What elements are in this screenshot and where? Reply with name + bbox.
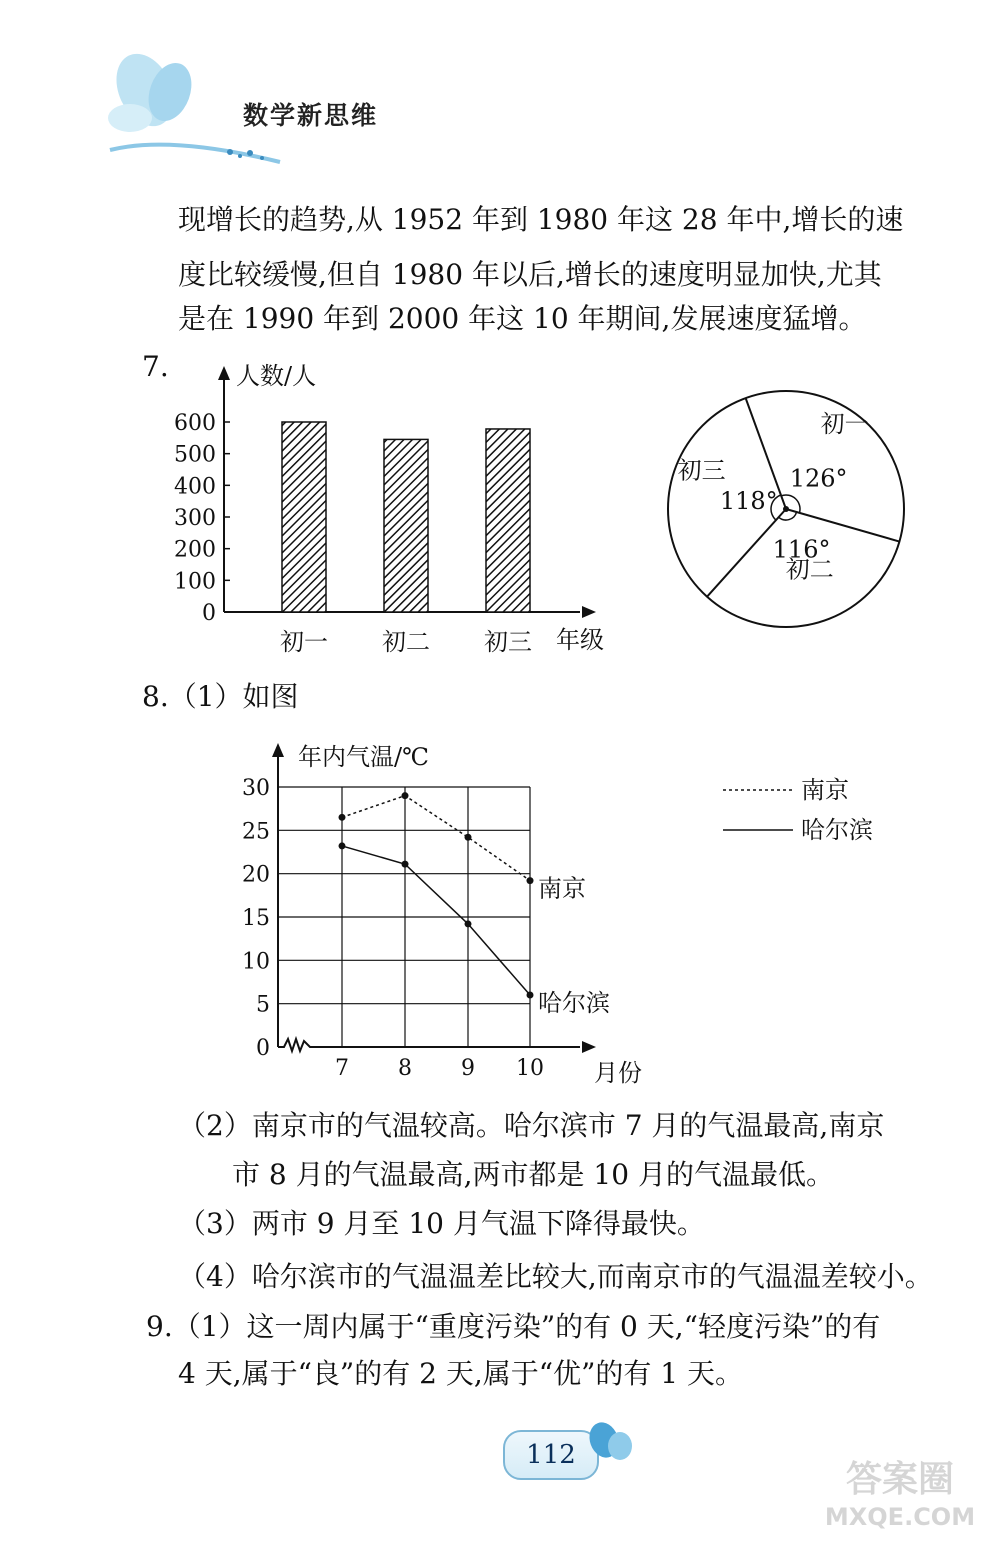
line-chart (230, 735, 670, 1095)
bar-category-label: 初三 (484, 628, 532, 656)
pie-slice-label-3: 初三 (677, 456, 726, 485)
line-point (339, 842, 346, 849)
bar-y-tick-label: 0 (202, 601, 216, 626)
bar-1 (282, 422, 326, 612)
line-y-tick-label: 25 (242, 819, 270, 845)
pie-chart (660, 385, 920, 635)
watermark-top: 答案圈 (845, 1459, 954, 1500)
legend-label-nanjing: 南京 (801, 776, 849, 804)
line-y-tick-label: 5 (256, 992, 270, 1018)
line-y-tick-label: 10 (242, 949, 270, 975)
line-y-label: 年内气温/℃ (298, 743, 429, 771)
line-y-arrow (272, 743, 284, 757)
line-point (402, 792, 409, 799)
pie-angle-label-2: 116° (772, 535, 831, 564)
line-point (527, 992, 534, 999)
pie-angle-label-1: 126° (789, 464, 848, 493)
bar-category-label: 初一 (280, 628, 328, 656)
line-y-tick-label: 15 (242, 906, 270, 931)
pie-slice-label-2: 初二 (785, 555, 834, 584)
line-chart-legend (715, 768, 915, 848)
pie-angle-label-3: 118° (719, 486, 778, 515)
bar-y-tick-label: 400 (174, 474, 216, 500)
line-end-label-harbin: 哈尔滨 (538, 989, 610, 1017)
line-x-tick-label: 9 (461, 1056, 475, 1081)
line-point (339, 814, 346, 821)
line-point (527, 877, 534, 884)
line-point (465, 920, 472, 927)
intro-line-3: 是在 1990 年到 2000 年这 10 年期间,发展速度猛增。 (178, 302, 867, 335)
watermark-bottom: MXQE.COM (824, 1503, 976, 1531)
bar-y-arrow (218, 366, 230, 380)
watermark (810, 1458, 990, 1538)
pie-center (783, 506, 789, 512)
line-y-tick-label: 20 (242, 862, 270, 888)
bar-y-tick-label: 600 (174, 411, 216, 436)
pie-slice-label-1: 初一 (820, 410, 869, 439)
line-x-tick-label: 7 (335, 1056, 349, 1081)
line-y-tick-label: 0 (256, 1036, 270, 1061)
line-x-label: 月份 (594, 1059, 642, 1087)
question-7-number: 7. (142, 350, 169, 383)
q8-answer-2b: 市 8 月的气温最高,两市都是 10 月的气温最低。 (232, 1158, 834, 1191)
line-point (402, 861, 409, 868)
line-x-tick-label: 8 (398, 1056, 412, 1081)
line-x-arrow (582, 1041, 596, 1053)
q9-line-2: 4 天,属于“良”的有 2 天,属于“优”的有 1 天。 (178, 1357, 744, 1390)
legend-label-harbin: 哈尔滨 (801, 816, 873, 844)
line-series-nanjing (342, 796, 530, 881)
footer-butterfly-icon (582, 1418, 642, 1468)
line-series-harbin (342, 846, 530, 995)
line-x-tick-label: 10 (516, 1056, 544, 1081)
bar-y-label: 人数/人 (236, 362, 317, 390)
bar-x-arrow (582, 606, 596, 618)
bar-y-tick-label: 300 (174, 506, 216, 531)
bar-y-tick-label: 200 (174, 537, 216, 563)
page-number: 112 (503, 1430, 599, 1480)
q9-line-1: 9.（1）这一周内属于“重度污染”的有 0 天,“轻度污染”的有 (146, 1310, 881, 1343)
bar-category-label: 初二 (382, 628, 430, 656)
q8-answer-3: （3）两市 9 月至 10 月气温下降得最快。 (178, 1207, 705, 1240)
question-8-label: 8.（1）如图 (142, 680, 299, 713)
bar-x-label: 年级 (556, 626, 604, 654)
intro-line-2: 度比较缓慢,但自 1980 年以后,增长的速度明显加快,尤其 (178, 258, 882, 291)
bar-y-tick-label: 100 (174, 569, 216, 595)
line-x-axis-break (278, 1039, 580, 1051)
line-y-tick-label: 30 (242, 776, 270, 801)
bar-2 (384, 439, 428, 612)
bar-chart (160, 360, 630, 670)
intro-line-1: 现增长的趋势,从 1952 年到 1980 年这 28 年中,增长的速 (178, 203, 904, 236)
line-point (465, 834, 472, 841)
bar-y-tick-label: 500 (174, 442, 216, 468)
q8-answer-2a: （2）南京市的气温较高。哈尔滨市 7 月的气温最高,南京 (178, 1109, 885, 1142)
header-title: 数学新思维 (243, 101, 379, 130)
line-end-label-nanjing: 南京 (538, 874, 586, 903)
q8-answer-4: （4）哈尔滨市的气温温差比较大,而南京市的气温温差较小。 (178, 1260, 933, 1293)
bar-3 (486, 429, 530, 612)
